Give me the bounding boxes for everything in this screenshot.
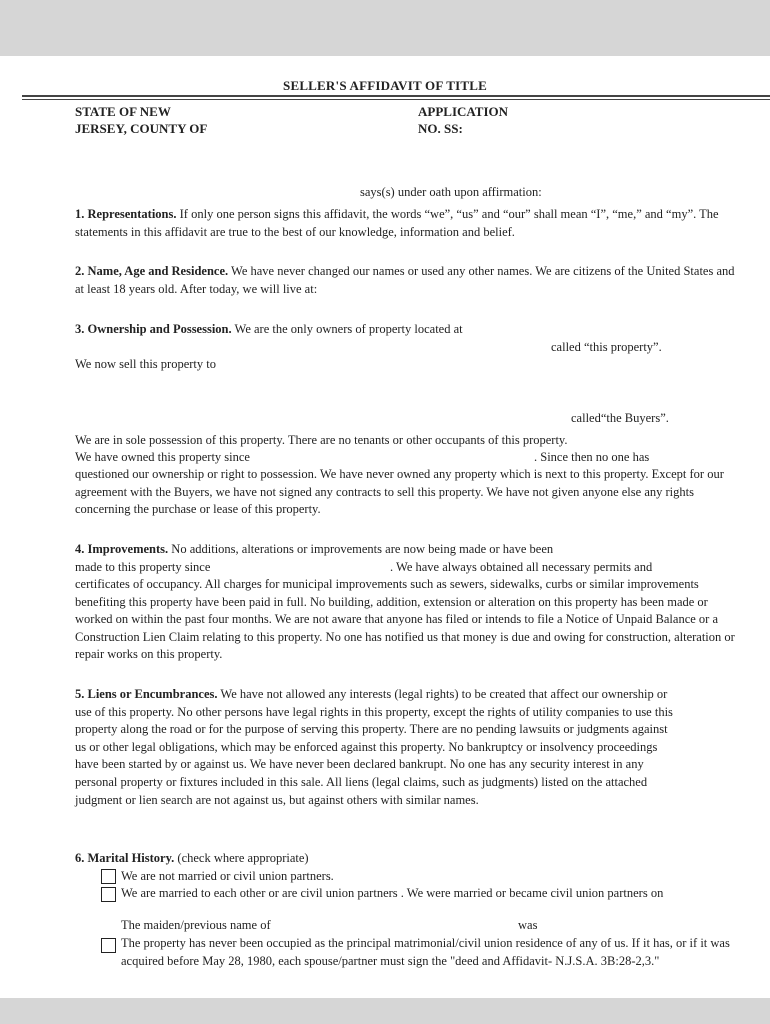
- section-text: If only one person signs this affidavit, the words “we”, “us” and “our” shall mean “I”, “me,” and “my”. The statements in this affidavit are true to the best of our knowledge, information and belief.: [75, 207, 719, 239]
- improvements-continued: certificates of occupancy. All charges for municipal improvements such as sewers, sidewalks, curbs or similar improvements benefiting this property have been paid in full. No building, addition, extension or alteration on this property has been made or worked on within the past four months. We are not aware that anyone has filed or intends to file a Notice of Unpaid Balance or a Construction Lien Claim relating to this property. No one has notified us that money is due and owing for construction, alteration or repair works on this property.: [75, 577, 735, 662]
- state-county-label: [75, 103, 207, 137]
- permits-obtained-text: . We have always obtained all necessary permits and: [390, 560, 653, 574]
- state-line: STATE OF NEW: [75, 104, 171, 119]
- title-rule-thick: [22, 95, 770, 97]
- document-page: [0, 56, 770, 998]
- married-label: We are married to each other or are civil union partners . We were married or became civil union partners on: [121, 886, 664, 900]
- section-heading: 2. Name, Age and Residence.: [75, 264, 229, 278]
- not-married-checkbox[interactable]: [101, 869, 116, 884]
- section-text: No additions, alterations or improvements are now being made or have been: [168, 542, 554, 556]
- section-text: We have not allowed any interests (legal rights) to be created that affect our ownership or use of this property. No other persons have legal rights in this property, except the rights of utility companies to use this property along the road or for the purpose of serving this property. There are no pending lawsuits or judgments against us or other legal obligations, which may be enforced against this property. No bankruptcy or insolvency proceedings have been started by or against us. We have never been declared bankrupt. No one has any security interest in any personal property or fixtures included in this sale. All liens (legal claims, such as judgments) listed on the attached judgment or lien search are not against us, but against others with similar names.: [75, 687, 673, 807]
- called-the-buyers: called“the Buyers”.: [571, 411, 669, 425]
- section-heading: 3. Ownership and Possession.: [75, 322, 232, 336]
- section-ownership-possession: [75, 321, 463, 338]
- section-heading: 5. Liens or Encumbrances.: [75, 687, 218, 701]
- section-heading: 6. Marital History.: [75, 851, 175, 865]
- married-checkbox[interactable]: [101, 887, 116, 902]
- sell-to-text: We now sell this property to: [75, 357, 216, 371]
- section-heading: 4. Improvements.: [75, 542, 169, 556]
- section-text: We have never changed our names or used any other names. We are citizens of the United States and at least 18 years old. After today, we will live at:: [75, 264, 735, 296]
- never-occupied-checkbox[interactable]: [101, 938, 116, 953]
- section-text: We are the only owners of property located at: [231, 322, 463, 336]
- county-line: JERSEY, COUNTY OF: [75, 121, 208, 136]
- called-this-property: called “this property”.: [551, 340, 662, 354]
- section-liens-encumbrances: [75, 686, 675, 809]
- never-occupied-label: The property has never been occupied as the principal matrimonial/civil union residence of any of us. If it has, or if it was acquired before May 28, 1980, each spouse/partner must sign the "deed and Affidavit- N.J.S.A. 3B:28-2,3.": [121, 936, 730, 968]
- since-then-text: . Since then no one has: [534, 450, 650, 464]
- maiden-name-text: The maiden/previous name of: [121, 918, 271, 932]
- oath-statement: says(s) under oath upon affirmation:: [360, 185, 542, 199]
- section-representations: [75, 206, 735, 241]
- possession-text: We are in sole possession of this property. There are no tenants or other occupants of this property.: [75, 433, 568, 447]
- bottom-margin-bar: [0, 998, 770, 1024]
- application-label: [418, 103, 508, 137]
- section-name-age-residence: [75, 263, 735, 298]
- title-rule-thin: [22, 99, 770, 100]
- section-marital-history: [75, 850, 309, 867]
- possession-continued: questioned our ownership or right to possession. We have never owned any property which is next to this property. Except for our agreement with the Buyers, we have not signed any contracts to sell this property. We have not given anyone else any rights concerning the purchase or lease of this property.: [75, 467, 724, 517]
- owned-since-text: We have owned this property since: [75, 450, 250, 464]
- top-margin-bar: [0, 0, 770, 56]
- section-text: (check where appropriate): [174, 851, 309, 865]
- document-title: SELLER'S AFFIDAVIT OF TITLE: [283, 78, 487, 93]
- section-heading: 1. Representations.: [75, 207, 177, 221]
- application-no-line: NO. SS:: [418, 121, 463, 136]
- application-line: APPLICATION: [418, 104, 509, 119]
- maiden-was-text: was: [518, 918, 538, 932]
- not-married-label: We are not married or civil union partners.: [121, 869, 334, 883]
- section-improvements: [75, 541, 553, 558]
- made-since-text: made to this property since: [75, 560, 211, 574]
